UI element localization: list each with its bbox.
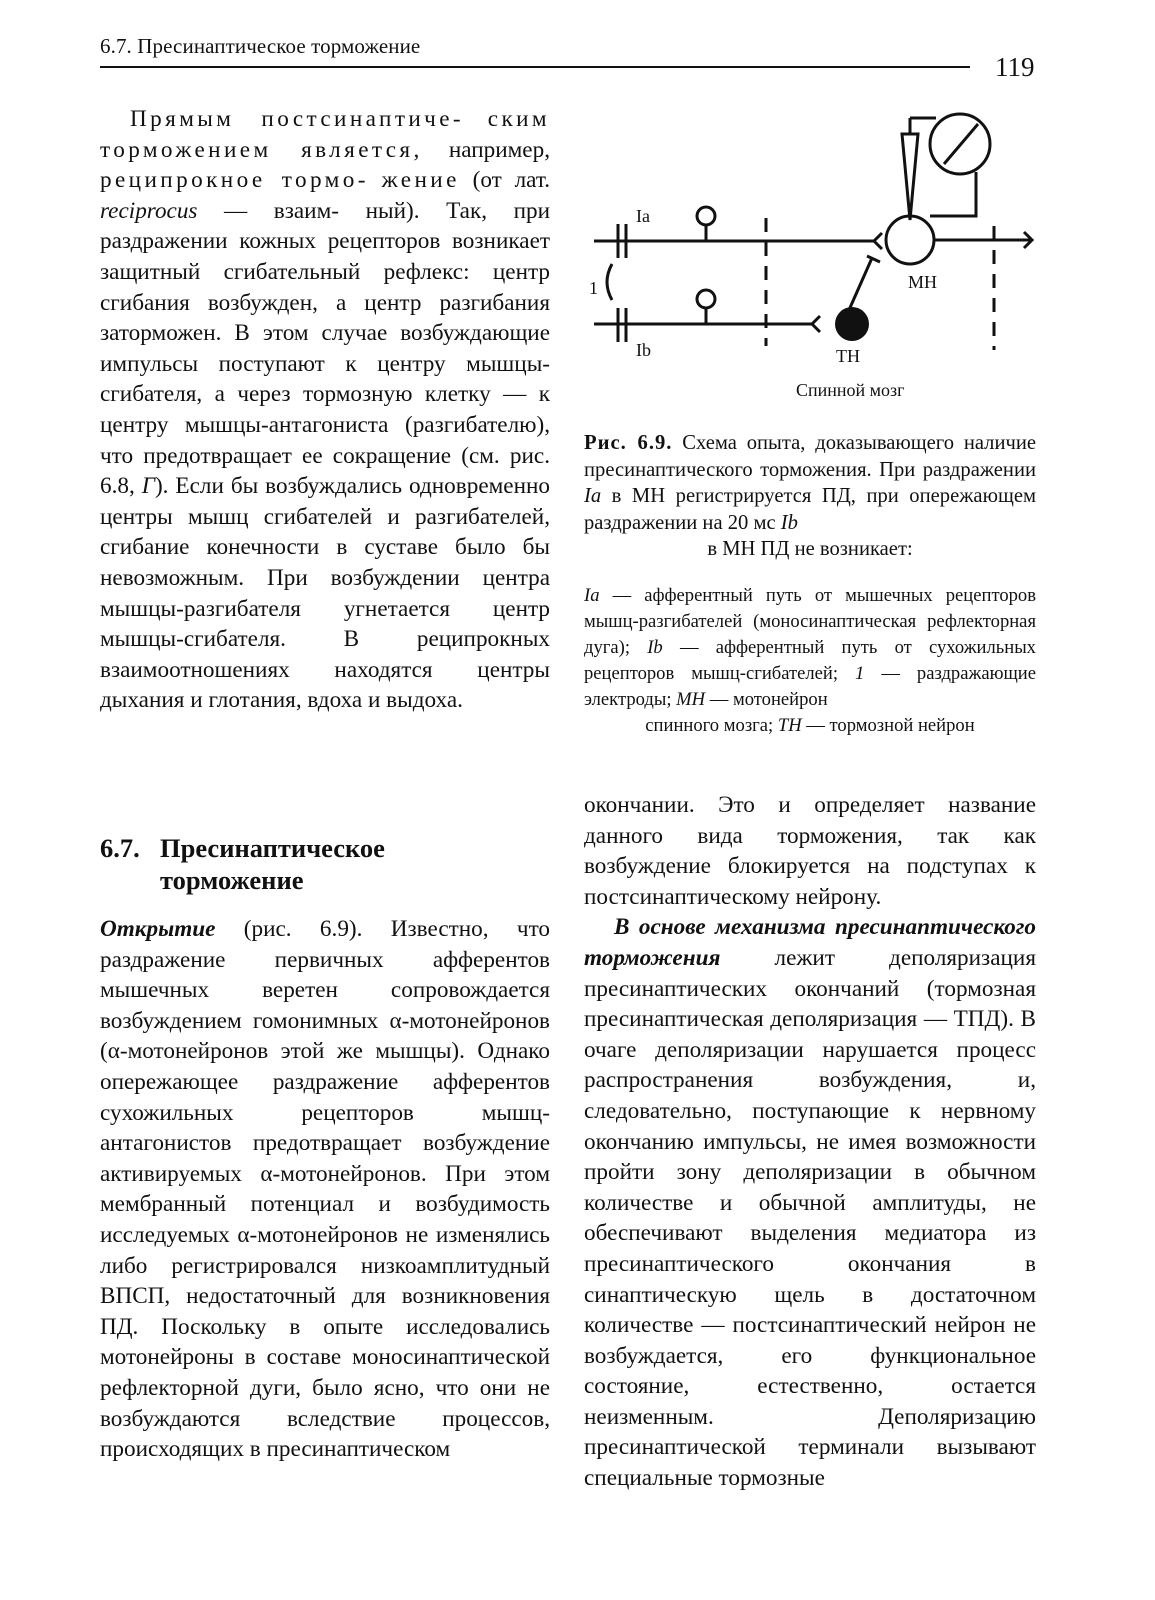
text-run: ). Если бы возбуждались одновременно центры мышц сгибателей и разгибателей, сгибание конечности в суставе было бы невозможным. При возбуждении центра мышцы-разгибателя угнетается центр мышцы-сгибателя. В реципрокных взаимоотношениях находятся центры дыхания и глотания, вдоха и выдоха. <box>100 473 550 714</box>
left-column-top <box>100 104 550 716</box>
legend-term: Ia <box>584 585 600 606</box>
latin-term: reciprocus <box>100 197 198 224</box>
label-spinal-cord: Спинной мозг <box>796 380 905 400</box>
legend-text: — афферентный путь от мышечных рецепторов мышц-разгибателей (моносинаптическая рефлекторная дуга); <box>584 585 1036 658</box>
paragraph-mechanism <box>584 912 1036 1493</box>
synapse-ib <box>812 316 820 332</box>
legend-term: 1 <box>855 663 865 684</box>
caption-term: Ib <box>780 511 798 534</box>
section-heading <box>100 832 550 896</box>
schematic-diagram <box>584 98 1044 418</box>
legend-term: Ib <box>647 637 663 658</box>
legend-text: спинного мозга; <box>645 715 778 736</box>
figure-caption <box>584 430 1036 563</box>
electrode-bracket <box>607 264 612 300</box>
caption-term: Ia <box>584 485 602 507</box>
page-number: 119 <box>995 52 1035 82</box>
text-run: например, <box>448 136 550 163</box>
section-title-line2: торможение <box>160 865 304 895</box>
label-electrodes: 1 <box>589 278 598 298</box>
running-head: 6.7. Пресинаптическое торможение <box>100 34 421 58</box>
legend-text: — тормозной нейрон <box>801 715 975 736</box>
header-rule <box>100 66 970 68</box>
legend-term: МН <box>676 689 706 710</box>
label-ia: Ia <box>636 206 650 226</box>
legend-text: — афферентный путь от сухожильных рецепторов мышц-сгибателей; <box>584 637 1036 684</box>
section-number: 6.7. <box>100 833 140 863</box>
figure-6-9 <box>584 98 1044 418</box>
meter-ground-wire <box>930 172 976 216</box>
left-column-bottom <box>100 914 550 1465</box>
lead-term: В основе механизма пресинаптического торможения <box>584 914 1036 971</box>
legend-text: — раздражающие электроды; <box>584 663 1036 710</box>
label-mn: МН <box>908 272 938 292</box>
label-tn: ТН <box>836 346 860 366</box>
legend-last-line <box>584 713 1036 739</box>
figure-legend <box>584 583 1036 739</box>
spaced-text: Прямым постсинаптиче- <box>130 106 465 132</box>
caption-last-line: в МН ПД не возникает: <box>707 538 913 560</box>
mn-soma <box>886 216 934 264</box>
label-ib: Ib <box>636 340 651 360</box>
microelectrode <box>902 134 918 220</box>
right-column-bottom <box>584 790 1036 1494</box>
ganglion-ia <box>697 207 715 225</box>
paragraph-discovery <box>100 914 550 1465</box>
legend-term: ТН <box>777 715 802 736</box>
text-run: (от лат. <box>459 167 551 194</box>
text-run: лежит деполяризация пресинаптических окончаний (тормозная пресинаптическая деполяризация — ТПД). В очаге деполяризации нарушается процесс распространения возбуждения, и, следовательно, поступающие к нервному окончанию импульсы, не имея возможности пройти зону деполяризации в обычном количестве и обычной амплитуды, не обеспечивают выделения медиатора из пресинаптического окончания в синаптическую щель в достаточном количестве — постсинаптический нейрон не возбуждается, его функциональное состояние, естественно, остается неизменным. Деполяризацию пресинаптической терминали вызывают специальные тормозные <box>584 944 1036 1492</box>
caption-number: Рис. 6.9. <box>584 432 673 454</box>
paragraph-reciprocal <box>100 104 550 716</box>
text-run: ный). Так, при раздражении кожных рецепторов возникает защитный сгибательный рефлекс: центр сгибания возбужден, а центр разгибания заторможен. В этом случае возбуждающие импульсы поступают к центру мышцы-сгибателя, а через тормозную клетку — к центру мышцы-антагониста (разгибателю), что предотвращает ее сокращение (см. рис. 6.8, <box>100 197 550 500</box>
synapse-ia <box>874 233 882 249</box>
section-title-line1: Пресинаптическое <box>160 833 385 863</box>
ganglion-ib <box>697 290 715 308</box>
caption-text: в МН регистрируется ПД, при опережающем раздражении на 20 мс <box>584 485 1036 534</box>
legend-text: — мотонейрон <box>705 689 828 710</box>
text-run: (рис. 6.9). Известно, что раздражение первичных афферентов мышечных веретен сопровождается возбуждением гомонимных α-мотонейронов (α-мотонейронов этой же мышцы). Однако опережающее раздражение афферентов сухожильных рецепторов мышц-антагонистов предотвращает возбуждение активируемых α-мотонейронов. При этом мембранный потенциал и возбудимость исследуемых α-мотонейронов не изменялись либо регистрировался низкоамплитудный ВПСП, недостаточный для возникновения ПД. Поскольку в опыте исследовались мотонейроны в составе моносинаптической рефлекторной дуги, было ясно, что они не возбуждаются вследствие процессов, происходящих в пресинаптическом <box>100 916 550 1463</box>
tn-soma <box>835 307 869 341</box>
text-run: — взаим- <box>197 197 339 224</box>
lead-term: Открытие <box>100 916 216 942</box>
caption-text: Схема опыта, доказывающего наличие пресинаптического торможения. При раздражении <box>584 432 1036 481</box>
spaced-text: ским торможением является, <box>100 106 550 163</box>
spaced-text: жение <box>381 167 460 194</box>
tn-axon <box>849 258 872 310</box>
spaced-text: реципрокное тормо- <box>100 167 369 194</box>
figure-ref: Г <box>141 473 155 500</box>
paragraph-continuation: окончании. Это и определяет название данного вида торможения, так как возбуждение блокируется на подступах к постсинаптическому нейрону. <box>584 792 1036 910</box>
